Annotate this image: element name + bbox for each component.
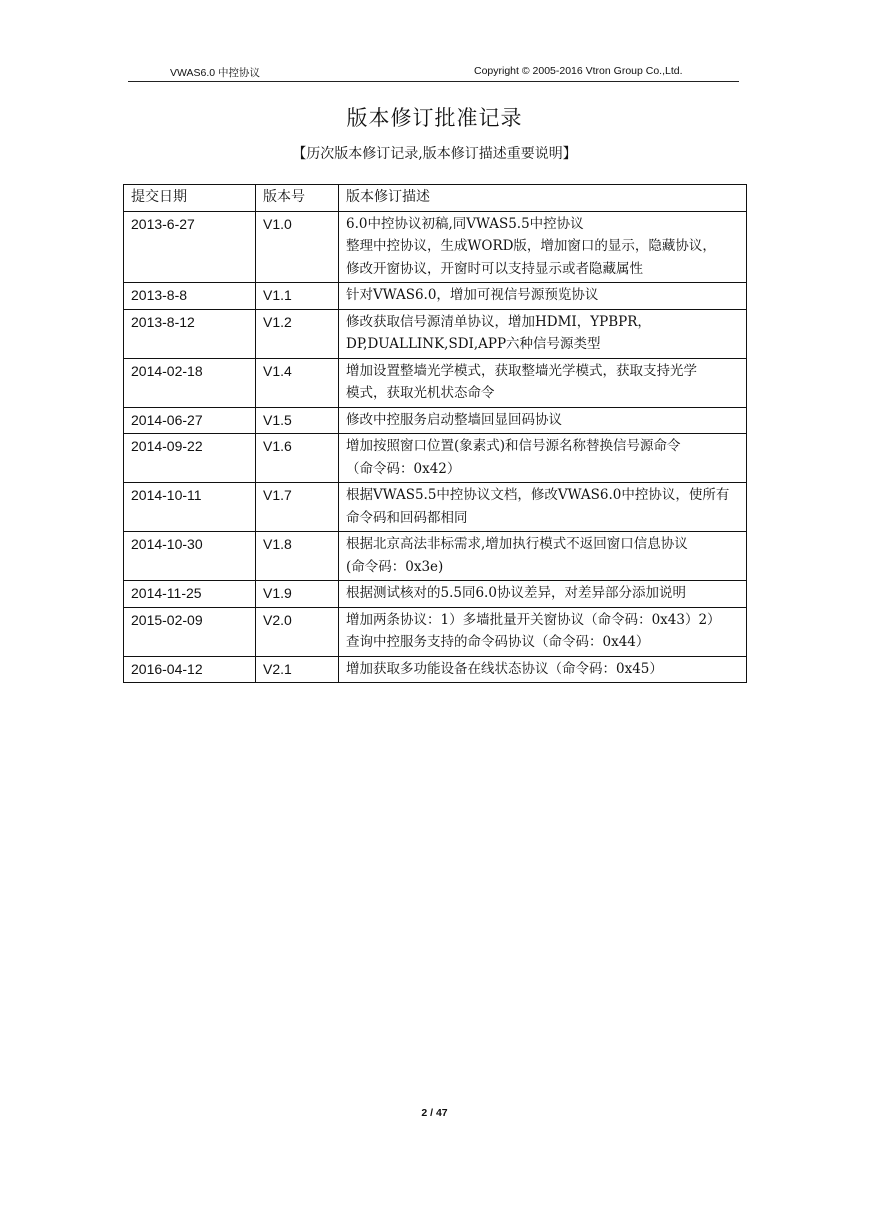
revision-version: V2.1 — [256, 656, 339, 683]
revision-date: 2014-11-25 — [124, 581, 256, 608]
header-copyright: Copyright © 2005-2016 Vtron Group Co.,Ltd. — [474, 65, 683, 77]
revision-description-line: 修改获取信号源清单协议，增加HDMI，YPBPR， — [346, 313, 651, 330]
page-number: 2 / 47 — [421, 1107, 448, 1119]
revision-version: V1.4 — [256, 358, 339, 407]
table-row — [124, 407, 747, 434]
table-row — [124, 483, 747, 532]
revision-description — [339, 407, 747, 434]
revision-version: V1.0 — [256, 211, 339, 283]
revision-description — [339, 483, 747, 532]
revision-description — [339, 607, 747, 656]
table-row — [124, 211, 747, 283]
page-title: 版本修订批准记录 — [346, 106, 523, 130]
column-header-description: 版本修订描述 — [339, 185, 747, 212]
revision-description-line: 增加设置整墙光学模式，获取整墙光学模式，获取支持光学 — [346, 362, 697, 379]
revision-description — [339, 581, 747, 608]
revision-date: 2013-6-27 — [124, 211, 256, 283]
revision-version: V1.8 — [256, 532, 339, 581]
revision-description-line: 根据测试核对的5.5同6.0协议差异，对差异部分添加说明 — [346, 585, 686, 601]
revision-description-line: 修改开窗协议，开窗时可以支持显示或者隐藏属性 — [346, 260, 643, 277]
column-header-date: 提交日期 — [124, 185, 256, 212]
table-row — [124, 656, 747, 683]
revision-table-body — [124, 211, 747, 683]
revision-description-line: 根据VWAS5.5中控协议文档，修改VWAS6.0中控协议，使所有 — [346, 487, 730, 503]
revision-version: V1.2 — [256, 309, 339, 358]
revision-table — [123, 184, 747, 683]
revision-description-line: 针对VWAS6.0，增加可视信号源预览协议 — [346, 287, 599, 303]
revision-version: V1.5 — [256, 407, 339, 434]
revision-description — [339, 283, 747, 310]
page-subtitle: 【历次版本修订记录,版本修订描述重要说明】 — [292, 146, 577, 162]
revision-version: V1.1 — [256, 283, 339, 310]
revision-description-line: （命令码：0x42） — [346, 460, 461, 477]
revision-description-line: 增加按照窗口位置(象素式)和信号源名称替换信号源命令 — [346, 438, 681, 454]
revision-description — [339, 211, 747, 283]
revision-description — [339, 656, 747, 683]
table-row — [124, 309, 747, 358]
revision-date: 2015-02-09 — [124, 607, 256, 656]
revision-version: V1.9 — [256, 581, 339, 608]
revision-date: 2014-10-30 — [124, 532, 256, 581]
revision-version: V2.0 — [256, 607, 339, 656]
revision-date: 2013-8-8 — [124, 283, 256, 310]
revision-date: 2014-09-22 — [124, 434, 256, 483]
revision-description-line: 根据北京高法非标需求,增加执行模式不返回窗口信息协议 — [346, 536, 688, 552]
revision-description-line: 修改中控服务启动整墙回显回码协议 — [346, 411, 562, 428]
revision-description-line: 查询中控服务支持的命令码协议（命令码：0x44） — [346, 634, 650, 650]
revision-description-line: 增加两条协议：1）多墙批量开关窗协议（命令码：0x43）2） — [346, 611, 721, 628]
revision-description-line: DP,DUALLINK,SDI,APP六种信号源类型 — [346, 336, 601, 352]
revision-date: 2014-10-11 — [124, 483, 256, 532]
revision-date: 2013-8-12 — [124, 309, 256, 358]
revision-description-line: (命令码：0x3e) — [346, 558, 444, 575]
table-row — [124, 434, 747, 483]
revision-date: 2016-04-12 — [124, 656, 256, 683]
revision-description — [339, 532, 747, 581]
table-row — [124, 581, 747, 608]
revision-description-line: 模式，获取光机状态命令 — [346, 385, 495, 401]
revision-description — [339, 358, 747, 407]
revision-version: V1.7 — [256, 483, 339, 532]
header-doc-title: VWAS6.0 中控协议 — [170, 67, 261, 79]
revision-date: 2014-02-18 — [124, 358, 256, 407]
page-header — [128, 63, 739, 82]
revision-version: V1.6 — [256, 434, 339, 483]
table-row — [124, 283, 747, 310]
table-row — [124, 532, 747, 581]
revision-description-line: 6.0中控协议初稿,同VWAS5.5中控协议 — [346, 215, 584, 232]
revision-description-line: 整理中控协议，生成WORD版，增加窗口的显示，隐藏协议， — [346, 238, 716, 254]
column-header-version: 版本号 — [256, 185, 339, 212]
revision-description — [339, 434, 747, 483]
revision-description-line: 命令码和回码都相同 — [346, 509, 468, 526]
table-row — [124, 358, 747, 407]
table-row — [124, 607, 747, 656]
revision-date: 2014-06-27 — [124, 407, 256, 434]
revision-description — [339, 309, 747, 358]
revision-description-line: 增加获取多功能设备在线状态协议（命令码：0x45） — [346, 660, 663, 677]
table-header-row — [124, 185, 747, 212]
